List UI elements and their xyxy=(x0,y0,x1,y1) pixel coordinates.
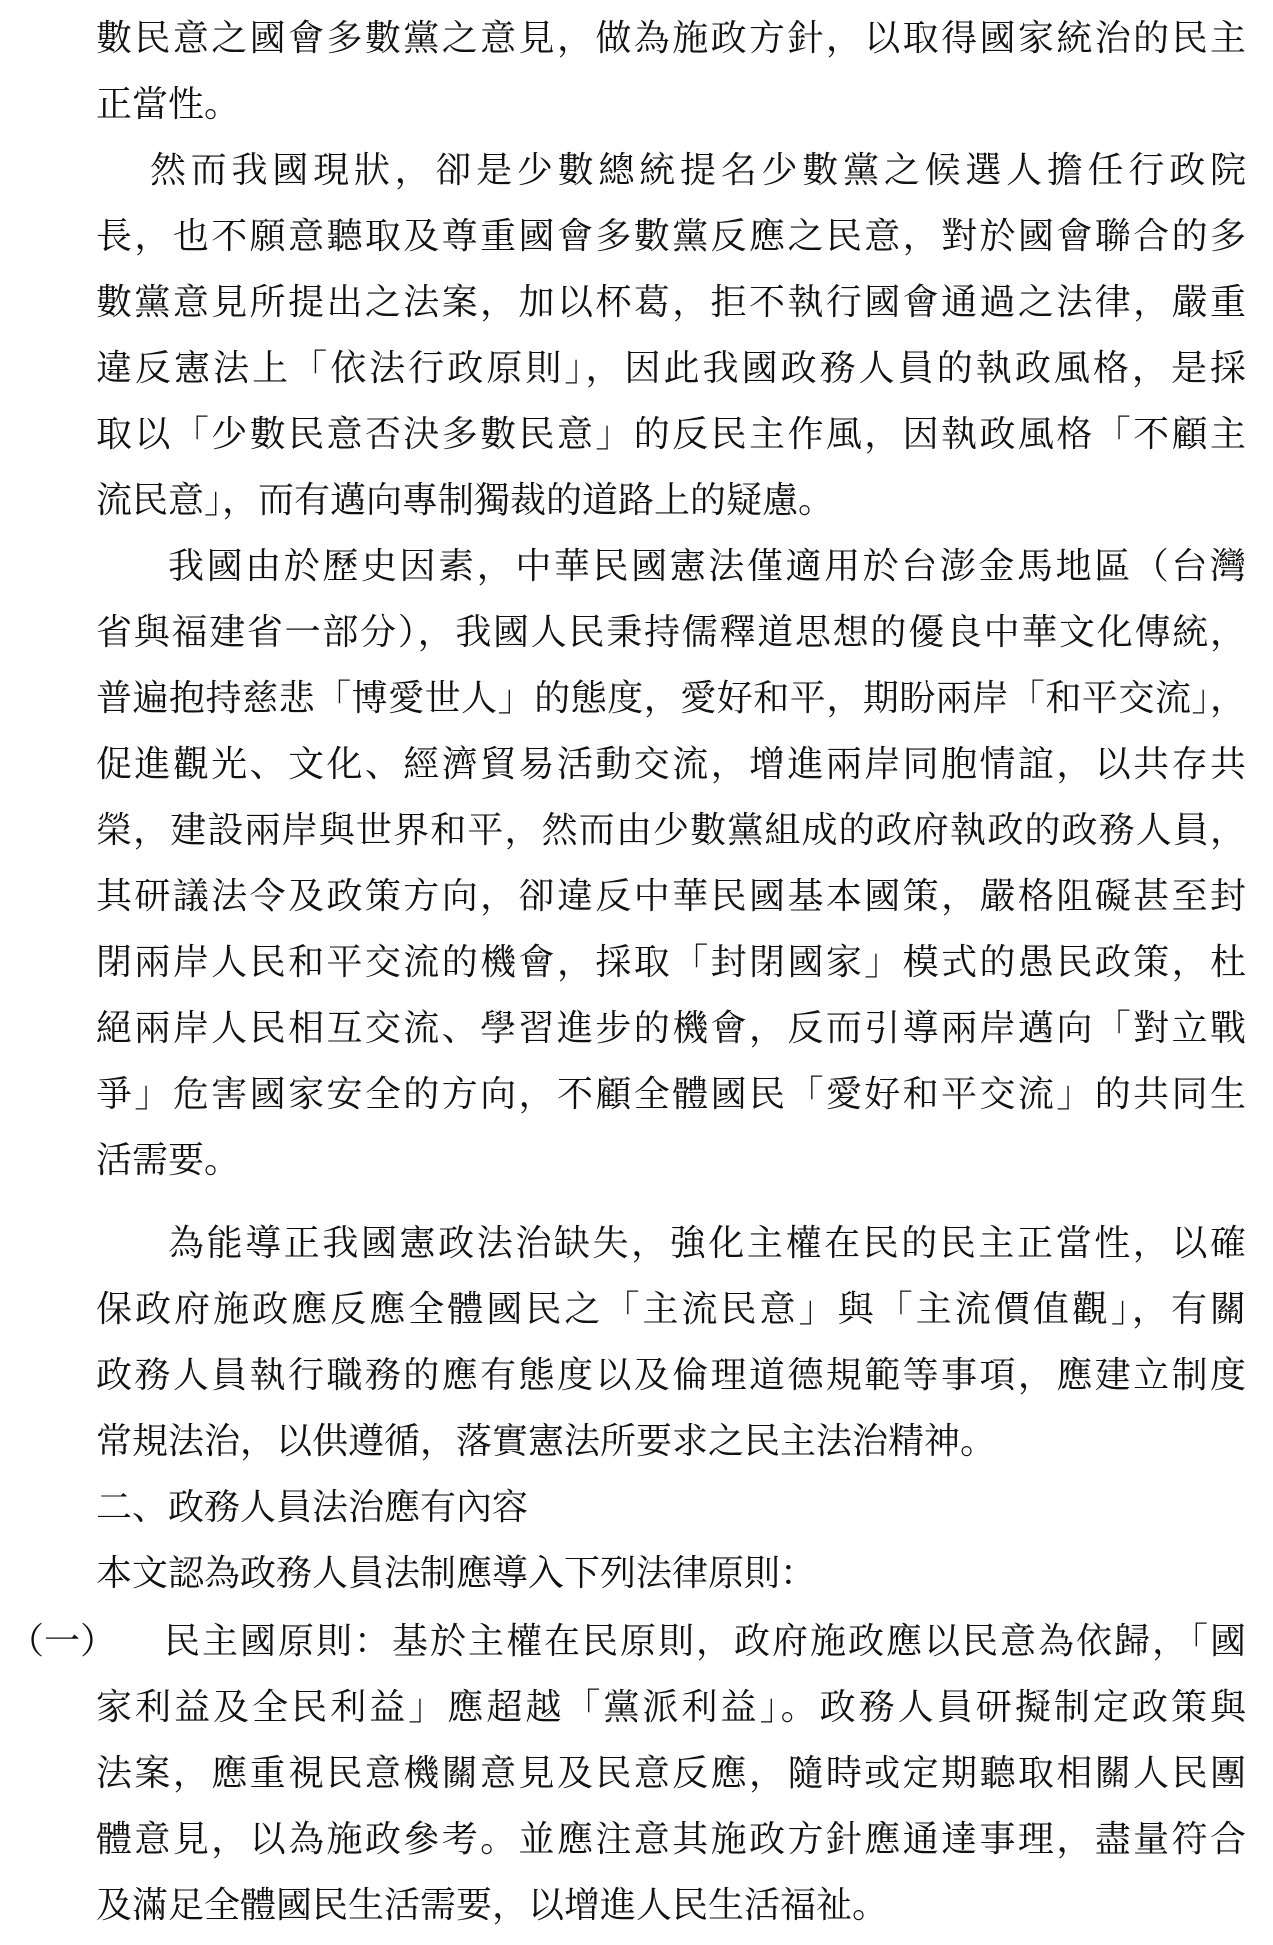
list-item-first-line: 民主國原則：基於主權在民原則，政府施政應以民意為依歸，「國 xyxy=(164,1621,1246,1662)
text-line: 省與福建省一部分），我國人民秉持儒釋道思想的優良中華文化傳統， xyxy=(96,612,1246,653)
list-item-marker: （一） xyxy=(8,1621,117,1662)
text-line: 閉兩岸人民和平交流的機會，採取「封閉國家」模式的愚民政策，杜 xyxy=(96,942,1246,983)
paragraph-first-line: 我國由於歷史因素，中華民國憲法僅適用於台澎金馬地區（台灣 xyxy=(168,546,1246,587)
text-line: 爭」危害國家安全的方向，不顧全體國民「愛好和平交流」的共同生 xyxy=(96,1074,1246,1115)
text-line: 絕兩岸人民相互交流、學習進步的機會，反而引導兩岸邁向「對立戰 xyxy=(96,1008,1246,1049)
text-line: 數黨意見所提出之法案，加以杯葛，拒不執行國會通過之法律，嚴重 xyxy=(96,282,1246,323)
list-item-line: 及滿足全體國民生活需要，以增進人民生活福祉。 xyxy=(96,1885,889,1926)
text-line: 本文認為政務人員法制應導入下列法律原則： xyxy=(96,1553,817,1594)
section-heading: 二、政務人員法治應有內容 xyxy=(96,1487,529,1528)
list-item-line: 體意見，以為施政參考。並應注意其施政方針應通達事理，盡量符合 xyxy=(96,1819,1246,1860)
text-line: 數民意之國會多數黨之意見，做為施政方針，以取得國家統治的民主 xyxy=(96,18,1246,59)
text-line: 活需要。 xyxy=(96,1140,241,1181)
text-line: 榮，建設兩岸與世界和平，然而由少數黨組成的政府執政的政務人員， xyxy=(96,810,1246,851)
text-line: 保政府施政應反應全體國民之「主流民意」與「主流價值觀」，有關 xyxy=(96,1289,1246,1330)
text-line: 取以「少數民意否決多數民意」的反民主作風，因執政風格「不顧主 xyxy=(96,414,1246,455)
text-line: 普遍抱持慈悲「博愛世人」的態度，愛好和平，期盼兩岸「和平交流」， xyxy=(96,678,1246,719)
text-line: 長，也不願意聽取及尊重國會多數黨反應之民意，對於國會聯合的多 xyxy=(96,216,1246,257)
text-line: 正當性。 xyxy=(96,84,241,125)
paragraph-first-line: 為能導正我國憲政法治缺失，強化主權在民的民主正當性，以確 xyxy=(168,1223,1246,1264)
text-line: 政務人員執行職務的應有態度以及倫理道德規範等事項，應建立制度 xyxy=(96,1355,1246,1396)
text-line: 流民意」，而有邁向專制獨裁的道路上的疑慮。 xyxy=(96,480,835,521)
text-line: 促進觀光、文化、經濟貿易活動交流，增進兩岸同胞情誼，以共存共 xyxy=(96,744,1246,785)
text-line: 常規法治，以供遵循，落實憲法所要求之民主法治精神。 xyxy=(96,1421,997,1462)
paragraph-first-line: 然而我國現狀，卻是少數總統提名少數黨之候選人擔任行政院 xyxy=(150,150,1246,191)
text-line: 其研議法令及政策方向，卻違反中華民國基本國策，嚴格阻礙甚至封 xyxy=(96,876,1246,917)
list-item-line: 法案，應重視民意機關意見及民意反應，隨時或定期聽取相關人民團 xyxy=(96,1753,1246,1794)
text-line: 違反憲法上「依法行政原則」，因此我國政務人員的執政風格，是採 xyxy=(96,348,1246,389)
list-item-line: 家利益及全民利益」應超越「黨派利益」。政務人員研擬制定政策與 xyxy=(96,1687,1246,1728)
